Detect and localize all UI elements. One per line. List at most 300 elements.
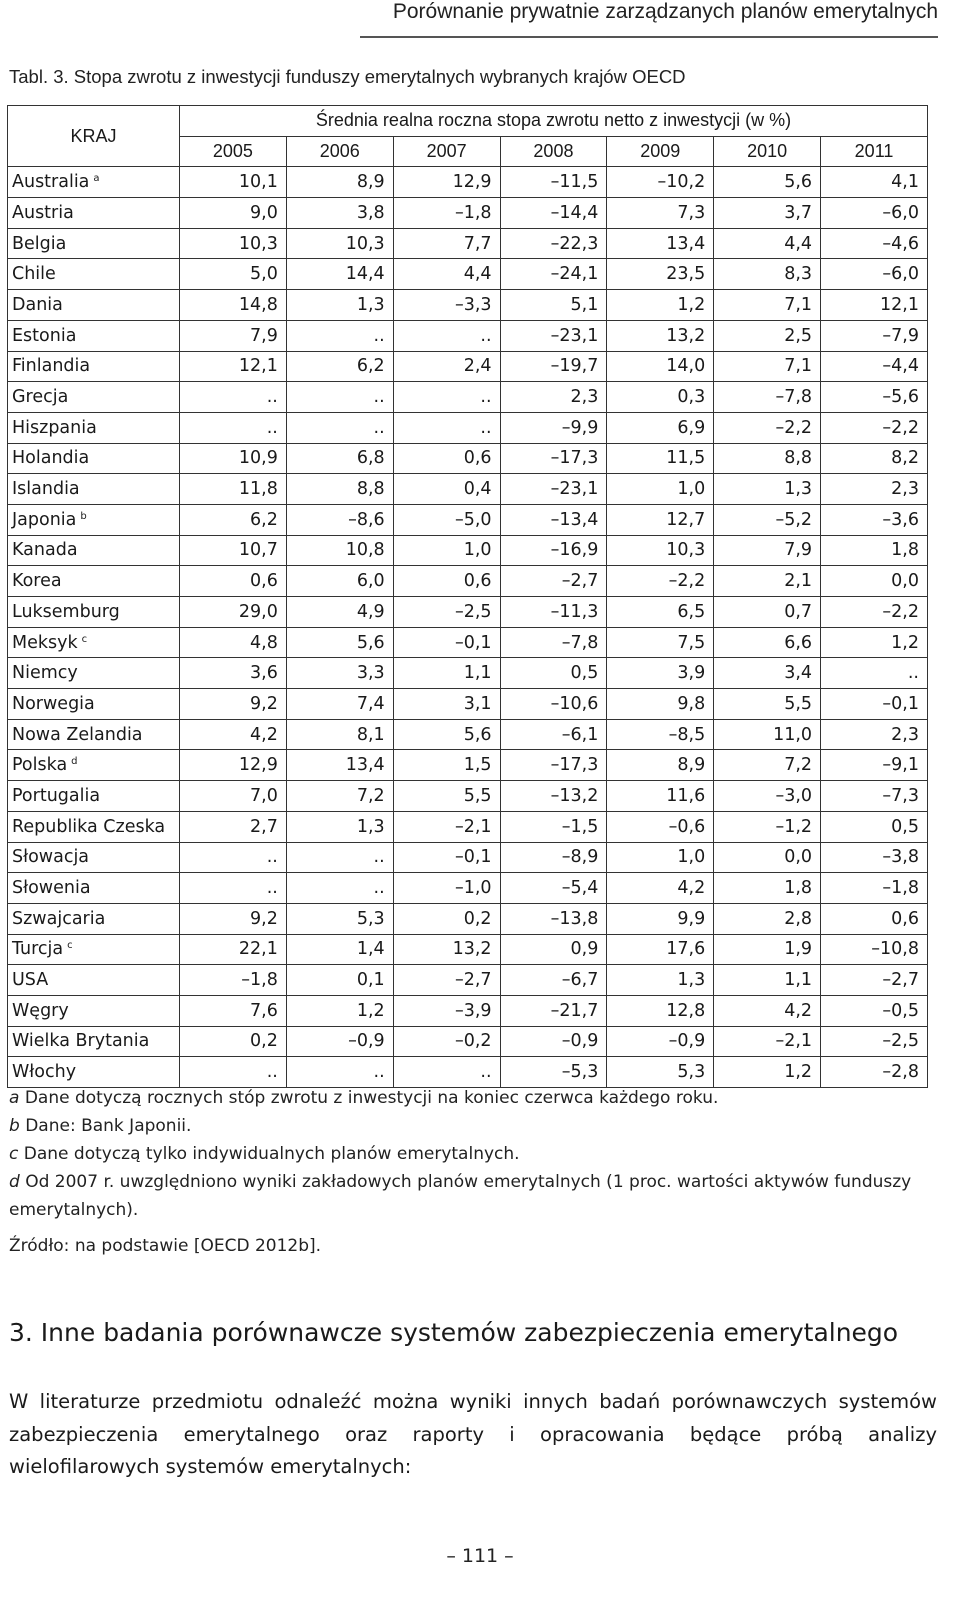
- value-cell: 2,7: [180, 811, 287, 842]
- value-cell: 13,2: [607, 320, 714, 351]
- value-cell: –8,5: [607, 719, 714, 750]
- value-cell: –10,6: [500, 689, 607, 720]
- country-name: USA: [12, 970, 49, 991]
- year-header: 2005: [180, 136, 287, 167]
- value-cell: 1,9: [714, 934, 821, 965]
- value-cell: 4,1: [821, 167, 928, 198]
- value-cell: ..: [393, 412, 500, 443]
- value-cell: 11,6: [607, 781, 714, 812]
- value-cell: 1,3: [286, 811, 393, 842]
- value-cell: 6,2: [180, 504, 287, 535]
- country-cell: [8, 1057, 180, 1088]
- value-cell: 1,0: [393, 535, 500, 566]
- country-name: Niemcy: [12, 663, 78, 684]
- value-cell: –2,7: [500, 566, 607, 597]
- table-row: [8, 351, 928, 382]
- value-cell: 11,5: [607, 443, 714, 474]
- value-cell: 10,8: [286, 535, 393, 566]
- value-cell: –14,4: [500, 198, 607, 229]
- value-cell: –5,0: [393, 504, 500, 535]
- value-cell: 2,3: [500, 382, 607, 413]
- footnote-marker: b: [80, 510, 87, 522]
- value-cell: 2,4: [393, 351, 500, 382]
- table-row: [8, 750, 928, 781]
- country-cell: [8, 965, 180, 996]
- value-cell: –3,9: [393, 995, 500, 1026]
- value-cell: 1,8: [714, 873, 821, 904]
- table-row: [8, 259, 928, 290]
- value-cell: 3,8: [286, 198, 393, 229]
- value-cell: –0,2: [393, 1026, 500, 1057]
- table-row: [8, 1026, 928, 1057]
- table-row: [8, 627, 928, 658]
- value-cell: 4,8: [180, 627, 287, 658]
- value-cell: 10,3: [180, 228, 287, 259]
- value-cell: 1,1: [393, 658, 500, 689]
- value-cell: 1,2: [821, 627, 928, 658]
- value-cell: –7,8: [500, 627, 607, 658]
- value-cell: 0,7: [714, 597, 821, 628]
- country-cell: [8, 351, 180, 382]
- footnote-marker: a: [93, 173, 100, 185]
- value-cell: –23,1: [500, 474, 607, 505]
- value-cell: –7,3: [821, 781, 928, 812]
- value-cell: –2,5: [821, 1026, 928, 1057]
- value-cell: 5,6: [286, 627, 393, 658]
- table-row: [8, 228, 928, 259]
- country-name: Australia: [12, 172, 90, 193]
- country-cell: [8, 689, 180, 720]
- year-header: 2008: [500, 136, 607, 167]
- country-cell: [8, 320, 180, 351]
- value-cell: 13,4: [286, 750, 393, 781]
- value-cell: –2,8: [821, 1057, 928, 1088]
- value-cell: 8,3: [714, 259, 821, 290]
- footnote: [9, 1112, 939, 1140]
- country-name: Słowenia: [12, 878, 91, 899]
- value-cell: –0,5: [821, 995, 928, 1026]
- country-name: Wielka Brytania: [12, 1031, 150, 1052]
- value-cell: 12,9: [393, 167, 500, 198]
- country-cell: [8, 504, 180, 535]
- table-body: [8, 167, 928, 1088]
- country-name: Turcja: [12, 939, 64, 960]
- value-cell: 4,2: [714, 995, 821, 1026]
- value-cell: 1,2: [286, 995, 393, 1026]
- value-cell: 0,0: [821, 566, 928, 597]
- value-cell: –3,0: [714, 781, 821, 812]
- value-cell: 17,6: [607, 934, 714, 965]
- value-cell: 14,8: [180, 290, 287, 321]
- value-cell: 1,3: [714, 474, 821, 505]
- value-cell: 4,4: [393, 259, 500, 290]
- value-cell: 3,4: [714, 658, 821, 689]
- value-cell: 5,0: [180, 259, 287, 290]
- value-cell: –3,6: [821, 504, 928, 535]
- value-cell: 3,9: [607, 658, 714, 689]
- country-cell: [8, 1026, 180, 1057]
- value-cell: –17,3: [500, 443, 607, 474]
- value-cell: –0,1: [821, 689, 928, 720]
- value-cell: –1,8: [180, 965, 287, 996]
- country-cell: [8, 167, 180, 198]
- country-cell: [8, 719, 180, 750]
- value-cell: 2,1: [714, 566, 821, 597]
- value-cell: ..: [393, 320, 500, 351]
- table-row: [8, 719, 928, 750]
- country-name: Chile: [12, 264, 56, 285]
- value-cell: –0,1: [393, 842, 500, 873]
- value-cell: 0,0: [714, 842, 821, 873]
- table-row: [8, 474, 928, 505]
- country-cell: [8, 198, 180, 229]
- value-cell: 13,2: [393, 934, 500, 965]
- running-header: Porównanie prywatnie zarządzanych planów emerytalnych: [392, 0, 938, 23]
- value-cell: –21,7: [500, 995, 607, 1026]
- table-row: [8, 842, 928, 873]
- value-cell: 2,3: [821, 474, 928, 505]
- footnotes: [9, 1084, 939, 1260]
- year-header: 2010: [714, 136, 821, 167]
- table-row: [8, 535, 928, 566]
- country-cell: [8, 597, 180, 628]
- value-cell: 5,5: [714, 689, 821, 720]
- country-name: Szwajcaria: [12, 908, 106, 929]
- value-cell: ..: [286, 1057, 393, 1088]
- country-cell: [8, 228, 180, 259]
- table-row: [8, 290, 928, 321]
- footnote: [9, 1084, 939, 1112]
- value-cell: 1,4: [286, 934, 393, 965]
- value-cell: 10,3: [286, 228, 393, 259]
- table-row: [8, 320, 928, 351]
- country-cell: [8, 934, 180, 965]
- value-cell: ..: [286, 382, 393, 413]
- value-cell: –19,7: [500, 351, 607, 382]
- value-cell: –1,8: [393, 198, 500, 229]
- country-cell: [8, 658, 180, 689]
- value-cell: 4,9: [286, 597, 393, 628]
- country-cell: [8, 290, 180, 321]
- value-cell: 0,5: [500, 658, 607, 689]
- value-cell: ..: [180, 1057, 287, 1088]
- country-cell: [8, 873, 180, 904]
- country-name: Hiszpania: [12, 417, 97, 438]
- value-cell: 1,2: [607, 290, 714, 321]
- value-cell: 9,0: [180, 198, 287, 229]
- country-cell: [8, 474, 180, 505]
- value-cell: –1,0: [393, 873, 500, 904]
- country-name: Słowacja: [12, 847, 90, 868]
- value-cell: 14,4: [286, 259, 393, 290]
- value-cell: 12,7: [607, 504, 714, 535]
- country-name: Włochy: [12, 1062, 77, 1083]
- value-cell: –2,2: [821, 412, 928, 443]
- value-cell: ..: [180, 412, 287, 443]
- country-name: Dania: [12, 294, 63, 315]
- value-cell: 29,0: [180, 597, 287, 628]
- value-cell: 8,9: [607, 750, 714, 781]
- value-cell: –2,7: [393, 965, 500, 996]
- footnote: [9, 1168, 939, 1224]
- value-cell: 5,6: [393, 719, 500, 750]
- table-row: [8, 873, 928, 904]
- value-cell: –5,2: [714, 504, 821, 535]
- year-header: 2011: [821, 136, 928, 167]
- value-cell: 7,0: [180, 781, 287, 812]
- footnote-mark: c: [9, 1144, 19, 1164]
- value-cell: 8,2: [821, 443, 928, 474]
- country-name: Polska: [12, 755, 68, 776]
- value-cell: –6,0: [821, 259, 928, 290]
- value-cell: –7,8: [714, 382, 821, 413]
- value-cell: 23,5: [607, 259, 714, 290]
- country-cell: [8, 995, 180, 1026]
- value-cell: –23,1: [500, 320, 607, 351]
- country-name: Węgry: [12, 1000, 69, 1021]
- value-cell: 0,1: [286, 965, 393, 996]
- value-cell: 11,0: [714, 719, 821, 750]
- value-cell: 10,3: [607, 535, 714, 566]
- year-header: 2007: [393, 136, 500, 167]
- table-row: [8, 811, 928, 842]
- value-cell: 1,3: [607, 965, 714, 996]
- value-cell: 7,9: [180, 320, 287, 351]
- table-caption: Tabl. 3. Stopa zwrotu z inwestycji funduszy emerytalnych wybranych krajów OECD: [9, 66, 686, 87]
- value-cell: 7,1: [714, 351, 821, 382]
- value-cell: ..: [180, 842, 287, 873]
- value-cell: –2,2: [821, 597, 928, 628]
- value-cell: –5,3: [500, 1057, 607, 1088]
- value-cell: ..: [286, 842, 393, 873]
- value-cell: 11,8: [180, 474, 287, 505]
- value-cell: 6,5: [607, 597, 714, 628]
- value-cell: 8,8: [286, 474, 393, 505]
- value-cell: –9,9: [500, 412, 607, 443]
- value-cell: –17,3: [500, 750, 607, 781]
- country-cell: [8, 842, 180, 873]
- footnote-mark: b: [9, 1116, 20, 1136]
- footnote-text: Dane: Bank Japonii.: [19, 1116, 192, 1136]
- value-cell: 5,1: [500, 290, 607, 321]
- value-cell: 1,0: [607, 842, 714, 873]
- value-cell: ..: [821, 658, 928, 689]
- value-cell: –4,6: [821, 228, 928, 259]
- value-cell: –13,4: [500, 504, 607, 535]
- value-cell: 7,7: [393, 228, 500, 259]
- footnote-text: Dane dotyczą rocznych stóp zwrotu z inwestycji na koniec czerwca każdego roku.: [19, 1088, 719, 1108]
- table-row: [8, 903, 928, 934]
- value-cell: –6,0: [821, 198, 928, 229]
- country-name: Korea: [12, 571, 62, 592]
- value-cell: 0,2: [393, 903, 500, 934]
- table-row: [8, 995, 928, 1026]
- value-cell: 14,0: [607, 351, 714, 382]
- country-name: Finlandia: [12, 356, 91, 377]
- value-cell: 12,8: [607, 995, 714, 1026]
- value-cell: 12,1: [821, 290, 928, 321]
- value-cell: –5,6: [821, 382, 928, 413]
- table-row: [8, 934, 928, 965]
- value-cell: –16,9: [500, 535, 607, 566]
- value-cell: –7,9: [821, 320, 928, 351]
- value-cell: 0,6: [821, 903, 928, 934]
- value-cell: 6,8: [286, 443, 393, 474]
- footnote: [9, 1140, 939, 1168]
- value-cell: 12,9: [180, 750, 287, 781]
- country-name: Norwegia: [12, 693, 95, 714]
- value-cell: 0,3: [607, 382, 714, 413]
- footnote-marker: c: [81, 633, 88, 645]
- value-cell: 7,3: [607, 198, 714, 229]
- value-cell: 6,2: [286, 351, 393, 382]
- country-name: Holandia: [12, 448, 90, 469]
- value-cell: –0,9: [500, 1026, 607, 1057]
- value-cell: 1,5: [393, 750, 500, 781]
- footnote-list: [9, 1084, 939, 1224]
- country-cell: [8, 627, 180, 658]
- value-cell: 0,4: [393, 474, 500, 505]
- value-cell: 10,9: [180, 443, 287, 474]
- value-cell: ..: [393, 382, 500, 413]
- value-cell: 7,2: [286, 781, 393, 812]
- value-cell: –2,1: [714, 1026, 821, 1057]
- value-cell: –5,4: [500, 873, 607, 904]
- value-cell: –4,4: [821, 351, 928, 382]
- value-cell: 4,2: [180, 719, 287, 750]
- value-cell: 7,6: [180, 995, 287, 1026]
- country-name: Republika Czeska: [12, 816, 166, 837]
- country-name: Austria: [12, 202, 74, 223]
- returns-table: [7, 105, 928, 1088]
- table-row: [8, 412, 928, 443]
- footnote-marker: d: [71, 756, 78, 768]
- value-cell: 4,4: [714, 228, 821, 259]
- source-note: Źródło: na podstawie [OECD 2012b].: [9, 1236, 322, 1256]
- footnote-marker: c: [67, 940, 73, 952]
- table-row: [8, 965, 928, 996]
- table-row: [8, 689, 928, 720]
- table-row: [8, 198, 928, 229]
- value-cell: –9,1: [821, 750, 928, 781]
- value-cell: 3,3: [286, 658, 393, 689]
- footnote-text: Od 2007 r. uwzględniono wyniki zakładowych planów emerytalnych (1 proc. wartości aktywów funduszy emerytalnych).: [9, 1172, 912, 1220]
- country-cell: [8, 781, 180, 812]
- country-cell: [8, 412, 180, 443]
- table-row: [8, 382, 928, 413]
- value-cell: –0,9: [607, 1026, 714, 1057]
- value-cell: 3,7: [714, 198, 821, 229]
- value-cell: –2,7: [821, 965, 928, 996]
- country-cell: [8, 382, 180, 413]
- value-cell: –1,2: [714, 811, 821, 842]
- country-cell: [8, 566, 180, 597]
- value-cell: 2,5: [714, 320, 821, 351]
- value-cell: 0,6: [393, 566, 500, 597]
- country-name: Islandia: [12, 479, 80, 500]
- value-cell: –3,3: [393, 290, 500, 321]
- country-name: Belgia: [12, 233, 67, 254]
- value-cell: 1,0: [607, 474, 714, 505]
- value-cell: –3,8: [821, 842, 928, 873]
- value-cell: 9,8: [607, 689, 714, 720]
- value-cell: 0,6: [393, 443, 500, 474]
- year-header: 2009: [607, 136, 714, 167]
- country-name: Kanada: [12, 540, 78, 561]
- value-cell: 8,9: [286, 167, 393, 198]
- value-cell: –0,6: [607, 811, 714, 842]
- value-cell: –6,7: [500, 965, 607, 996]
- value-cell: 8,8: [714, 443, 821, 474]
- value-cell: –22,3: [500, 228, 607, 259]
- value-cell: 1,3: [286, 290, 393, 321]
- table-row: [8, 658, 928, 689]
- value-cell: 0,2: [180, 1026, 287, 1057]
- value-cell: 13,4: [607, 228, 714, 259]
- value-cell: –6,1: [500, 719, 607, 750]
- value-cell: –2,2: [714, 412, 821, 443]
- value-cell: 5,6: [714, 167, 821, 198]
- country-cell: [8, 443, 180, 474]
- value-cell: –0,1: [393, 627, 500, 658]
- value-cell: 0,6: [180, 566, 287, 597]
- table-row: [8, 443, 928, 474]
- country-name: Grecja: [12, 387, 69, 408]
- group-header: Średnia realna roczna stopa zwrotu netto z inwestycji (w %): [180, 106, 928, 137]
- value-cell: –1,5: [500, 811, 607, 842]
- value-cell: 10,7: [180, 535, 287, 566]
- value-cell: 2,3: [821, 719, 928, 750]
- country-name: Luksemburg: [12, 601, 120, 622]
- value-cell: 5,5: [393, 781, 500, 812]
- body-paragraph: W literaturze przedmiotu odnaleźć można wyniki innych badań porównawczych systemów zabezpieczenia emerytalnego oraz raporty i opracowania będące próbą analizy wielofilarowych systemów emerytalnych:: [9, 1390, 937, 1478]
- country-name: Meksyk: [12, 632, 78, 653]
- value-cell: 12,1: [180, 351, 287, 382]
- country-name: Estonia: [12, 325, 77, 346]
- country-name: Nowa Zelandia: [12, 724, 143, 745]
- value-cell: 0,9: [500, 934, 607, 965]
- table-row: [8, 566, 928, 597]
- value-cell: 8,1: [286, 719, 393, 750]
- country-cell: [8, 259, 180, 290]
- value-cell: 9,2: [180, 903, 287, 934]
- value-cell: –2,2: [607, 566, 714, 597]
- country-name: Japonia: [12, 509, 77, 530]
- header-rule: [360, 36, 938, 38]
- value-cell: –10,2: [607, 167, 714, 198]
- value-cell: 9,2: [180, 689, 287, 720]
- country-column-header: KRAJ: [8, 106, 180, 167]
- value-cell: ..: [286, 412, 393, 443]
- value-cell: 22,1: [180, 934, 287, 965]
- value-cell: 7,5: [607, 627, 714, 658]
- section-heading: 3. Inne badania porównawcze systemów zabezpieczenia emerytalnego: [9, 1318, 899, 1347]
- value-cell: 7,9: [714, 535, 821, 566]
- value-cell: –24,1: [500, 259, 607, 290]
- value-cell: –8,9: [500, 842, 607, 873]
- value-cell: –2,5: [393, 597, 500, 628]
- footnote-mark: a: [9, 1088, 20, 1108]
- country-cell: [8, 750, 180, 781]
- country-cell: [8, 903, 180, 934]
- value-cell: 6,0: [286, 566, 393, 597]
- table-row: [8, 167, 928, 198]
- table-row: [8, 504, 928, 535]
- value-cell: 7,2: [714, 750, 821, 781]
- value-cell: 4,2: [607, 873, 714, 904]
- value-cell: –2,1: [393, 811, 500, 842]
- value-cell: 6,9: [607, 412, 714, 443]
